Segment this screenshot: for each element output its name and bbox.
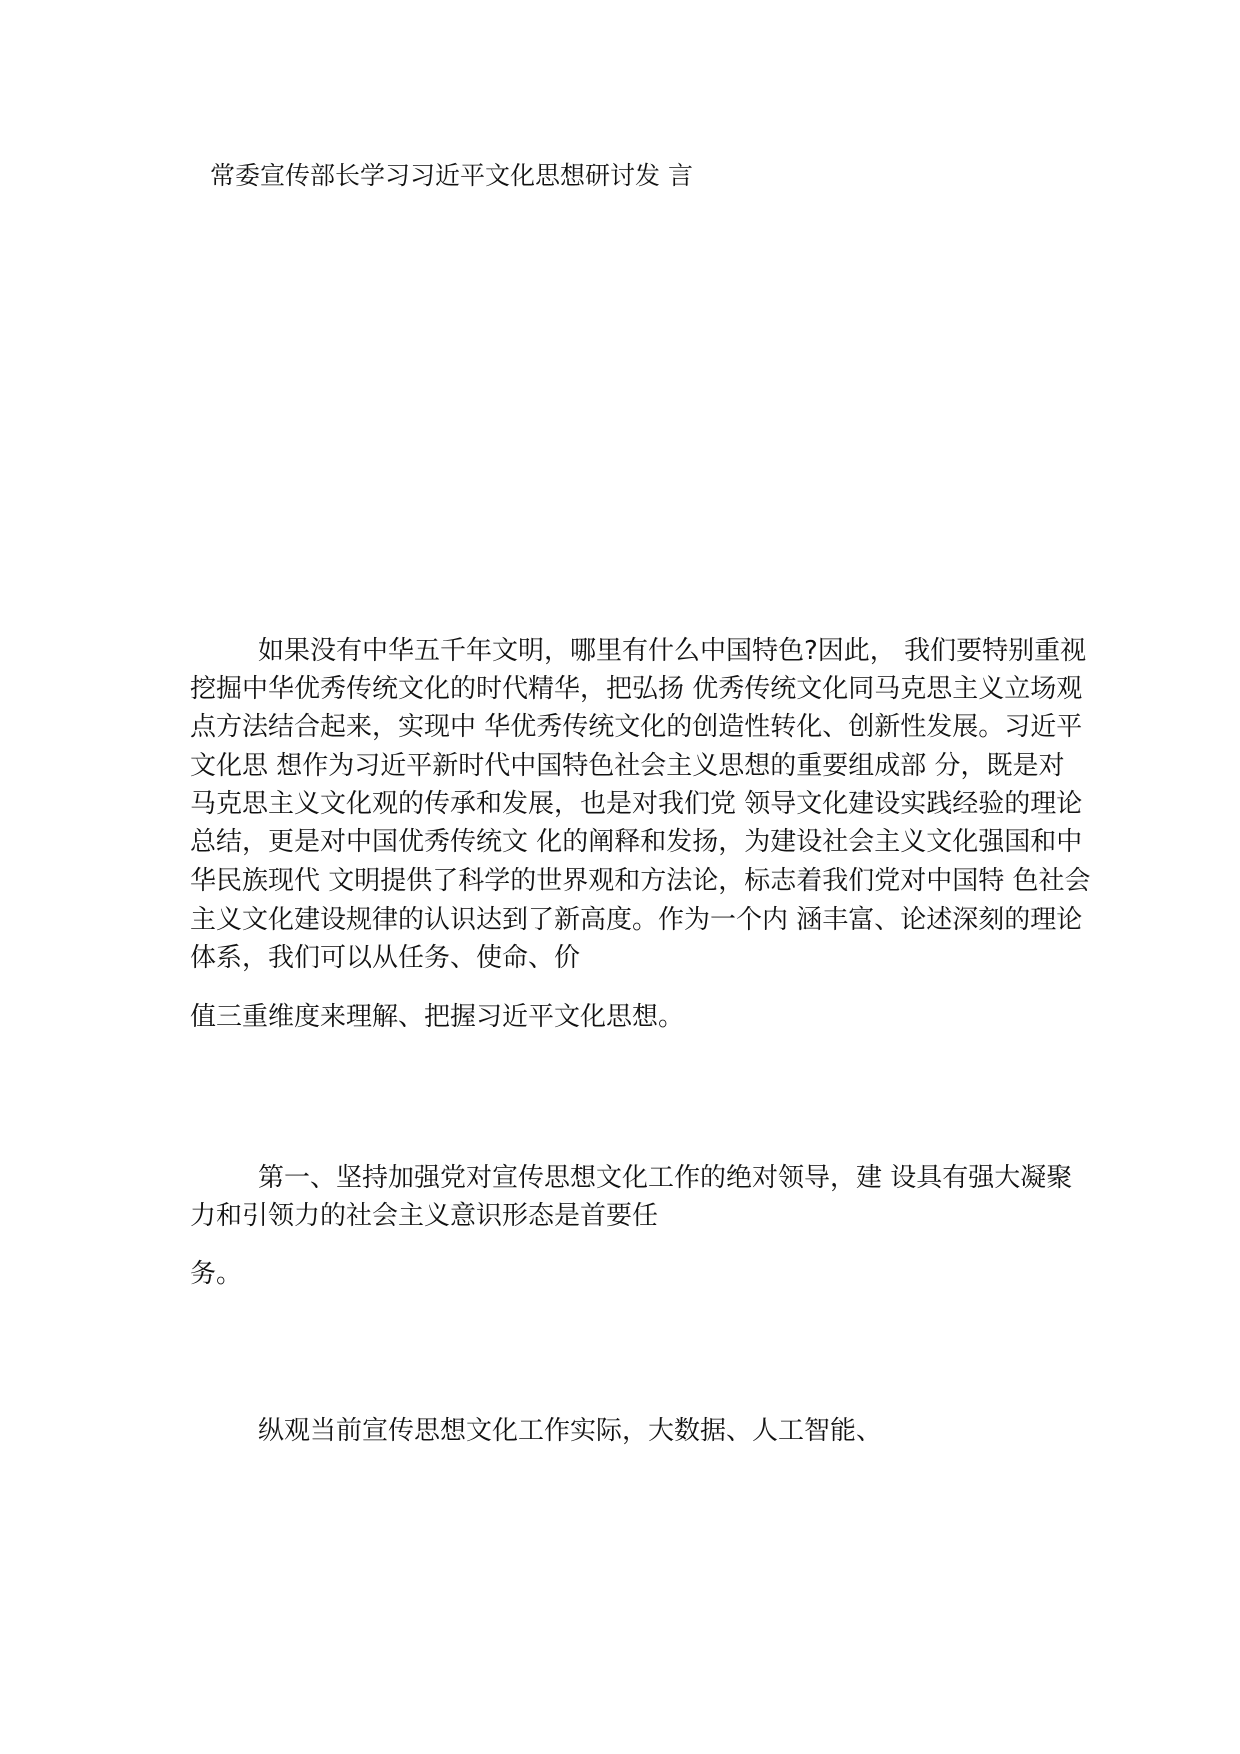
paragraph-1-line-2: 挖掘中华优秀传统文化的时代精华，把弘扬 优秀传统文化同马克思主义立场观 [190, 674, 1083, 704]
paragraph-2-line-2: 力和引领力的社会主义意识形态是首要任 [190, 1201, 659, 1231]
paragraph-2-line-1: 第一、坚持加强党对宣传思想文化工作的绝对领导，建 设具有强大凝聚 [258, 1163, 1073, 1193]
paragraph-1-line-1: 如果没有中华五千年文明，哪里有什么中国特色?因此， 我们要特别重视 [258, 636, 1087, 666]
document-title: 常委宣传部长学习习近平文化思想研讨发 言 [210, 161, 693, 190]
paragraph-1-line-5: 马克思主义文化观的传承和发展，也是对我们党 领导文化建设实践经验的理论 [190, 789, 1083, 819]
paragraph-1-line-3: 点方法结合起来，实现中 华优秀传统文化的创造性转化、创新性发展。习近平 [190, 712, 1083, 742]
paragraph-1-line-8: 主义文化建设规律的认识达到了新高度。作为一个内 涵丰富、论述深刻的理论 [190, 905, 1083, 935]
paragraph-1-line-6: 总结，更是对中国优秀传统文 化的阐释和发扬，为建设社会主义文化强国和中 [190, 827, 1083, 857]
paragraph-1-line-7: 华民族现代 文明提供了科学的世界观和方法论，标志着我们党对中国特 色社会 [190, 866, 1091, 896]
paragraph-1-line-9: 体系，我们可以从任务、使命、价 [190, 943, 581, 973]
paragraph-1-line-10: 值三重维度来理解、把握习近平文化思想。 [190, 1002, 685, 1032]
paragraph-1-line-4: 文化思 想作为习近平新时代中国特色社会主义思想的重要组成部 分，既是对 [190, 751, 1065, 781]
paragraph-2-line-3: 务。 [190, 1259, 243, 1289]
paragraph-3-line-1: 纵观当前宣传思想文化工作实际，大数据、人工智能、 [258, 1416, 883, 1446]
